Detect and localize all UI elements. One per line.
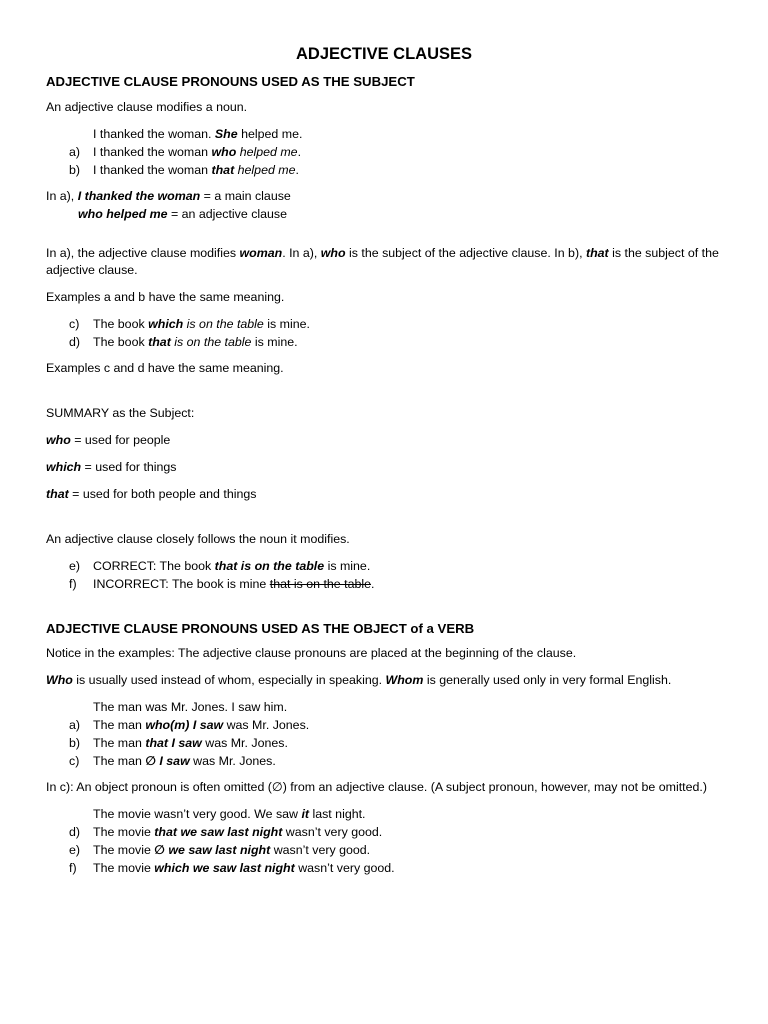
example-base: The movie wasn’t very good. We saw it last night. [93,807,366,822]
example-f: f) The movie which we saw last night wasn’t very good. [46,860,722,878]
example-group-ef [46,558,722,594]
example-label: c) [69,754,80,769]
section-heading-subject: ADJECTIVE CLAUSE PRONOUNS USED AS THE SUBJECT [46,74,415,90]
example-group-ab [46,126,722,180]
summary-item-which: which = used for things [46,460,177,475]
example-group-object-def [46,806,722,878]
example-label: a) [69,144,81,159]
example-label: f) [69,577,77,592]
example-label: c) [69,317,80,332]
omit-note: In c): An object pronoun is often omitted (∅) from an adjective clause. (A subject pronoun, however, may not be omitted.) [46,780,707,795]
example-c: c) The man ∅ I saw was Mr. Jones. [46,753,722,771]
example-f: f) INCORRECT: The book is mine that is on the table. [46,576,722,594]
example-d: d) The book that is on the table is mine. [46,334,722,352]
summary-item-who: who = used for people [46,433,171,448]
example-label: a) [69,718,81,733]
example-label: d) [69,335,81,350]
who-whom-note: Who is usually used instead of whom, especially in speaking. Whom is generally used only in very formal English. [46,673,672,688]
example-label: d) [69,825,81,840]
same-meaning-cd: Examples c and d have the same meaning. [46,361,284,376]
example-b: b) I thanked the woman that helped me. [46,162,722,180]
example-e: e) The movie ∅ we saw last night wasn’t very good. [46,842,722,860]
example-label: b) [69,162,81,177]
example-base: The man was Mr. Jones. I saw him. [93,700,288,715]
follows-text: An adjective clause closely follows the noun it modifies. [46,532,350,547]
same-meaning-ab: Examples a and b have the same meaning. [46,290,285,305]
example-c: c) The book which is on the table is mine. [46,316,722,334]
notice-text: Notice in the examples: The adjective clause pronouns are placed at the beginning of the clause. [46,646,577,661]
example-label: b) [69,736,81,751]
summary-heading: SUMMARY as the Subject: [46,406,195,421]
intro-text: An adjective clause modifies a noun. [46,99,248,114]
explanation-paragraph: In a), the adjective clause modifies woman. In a), who is the subject of the adjective clause. In b), that is the subject of the adjective clause. [46,245,719,278]
example-label: e) [69,843,81,858]
example-d: d) The movie that we saw last night wasn’t very good. [46,824,722,842]
example-label: e) [69,559,81,574]
clause-breakdown: In a), I thanked the woman = a main clause who helped me = an adjective clause [46,188,291,221]
page-title: ADJECTIVE CLAUSES [295,45,473,63]
example-b: b) The man that I saw was Mr. Jones. [46,735,722,753]
example-a: a) I thanked the woman who helped me. [46,144,722,162]
example-group-cd [46,316,722,352]
example-group-object-abc [46,699,722,771]
section-heading-object: ADJECTIVE CLAUSE PRONOUNS USED AS THE OBJECT of a VERB [46,621,475,637]
example-e: e) CORRECT: The book that is on the table is mine. [46,558,722,576]
example-base: I thanked the woman. She helped me. [93,126,303,141]
example-a: a) The man who(m) I saw was Mr. Jones. [46,717,722,735]
example-label: f) [69,861,77,876]
summary-item-that: that = used for both people and things [46,487,257,502]
